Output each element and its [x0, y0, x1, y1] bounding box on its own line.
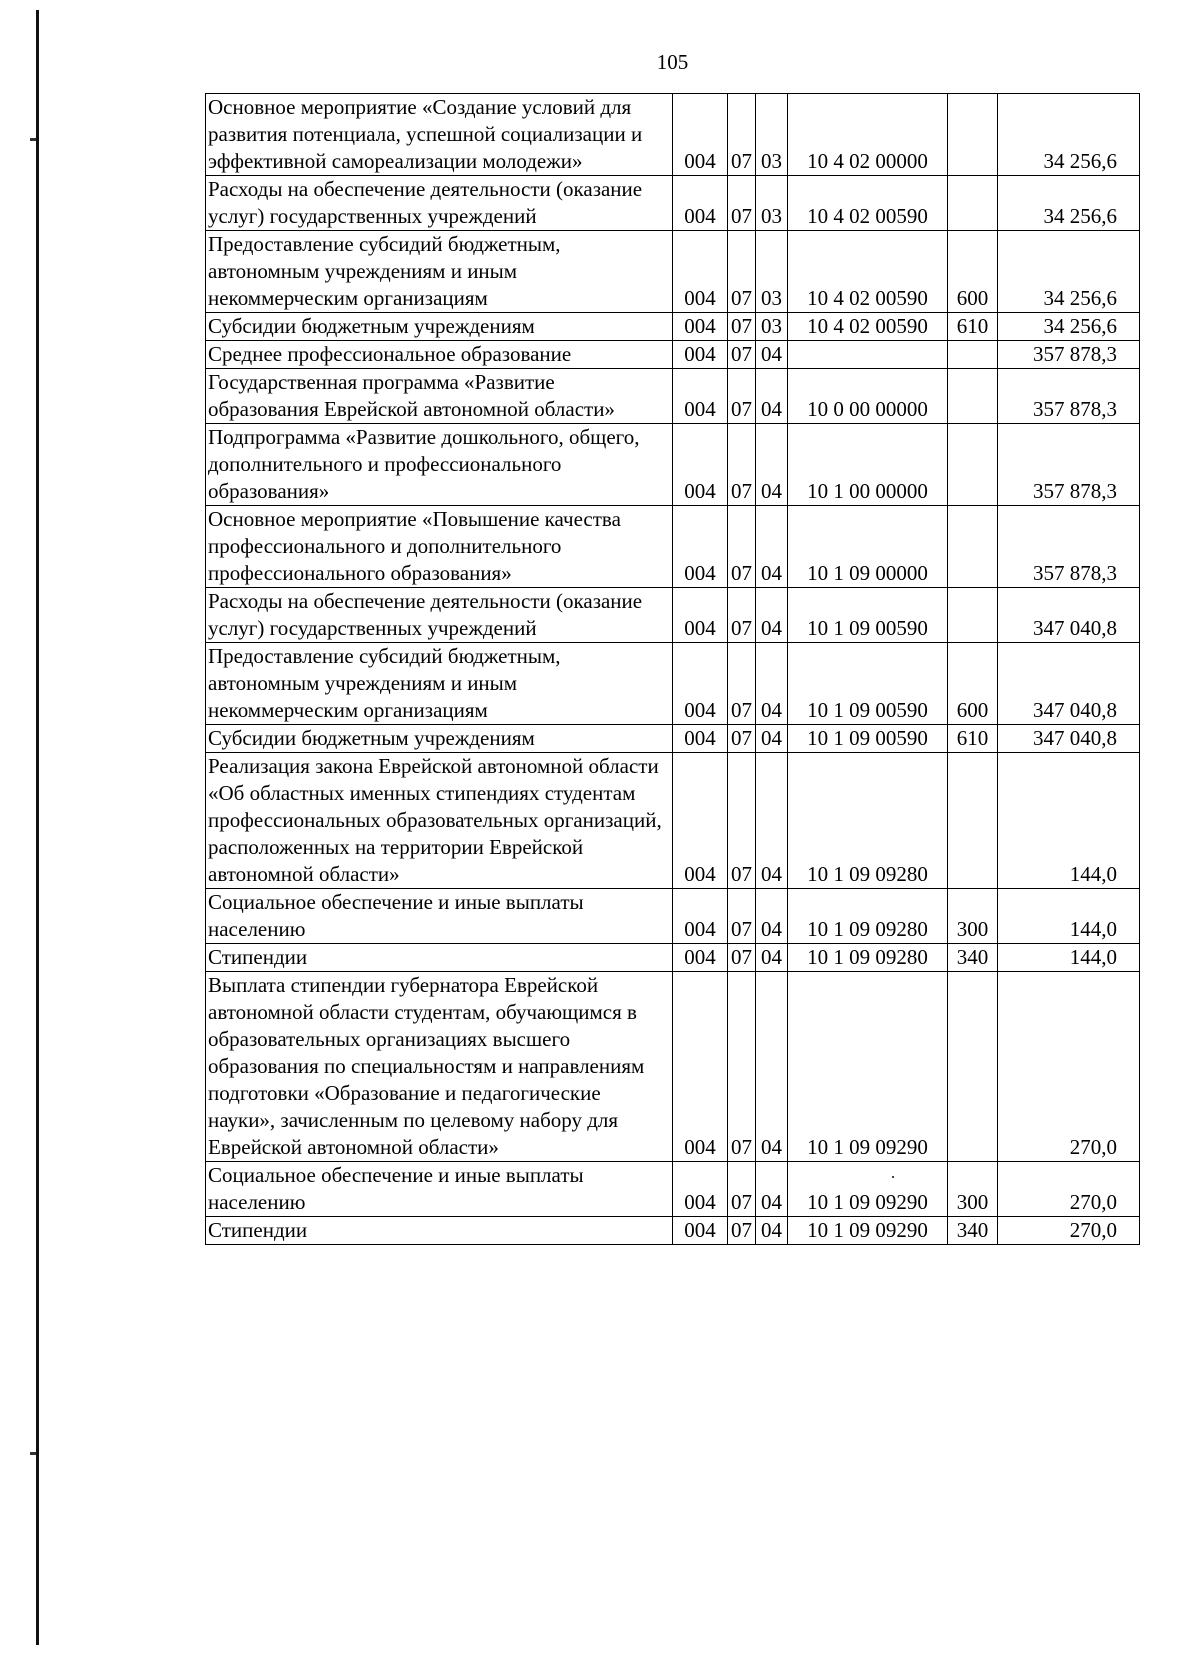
- expense-type-cell: [948, 753, 998, 889]
- amount-cell: 270,0: [998, 1217, 1140, 1245]
- scan-artifact-mark: [30, 138, 36, 141]
- table-row: [206, 94, 1140, 176]
- amount-cell: 144,0: [998, 944, 1140, 972]
- amount-cell: 347 040,8: [998, 643, 1140, 725]
- grbs-code-cell: 004: [673, 424, 728, 506]
- target-article-cell: 10 0 00 00000: [788, 369, 948, 424]
- table-row: [206, 972, 1140, 1162]
- section-code-cell: 07: [728, 1217, 756, 1245]
- amount-cell: 357 878,3: [998, 341, 1140, 369]
- subsection-code-cell: 04: [756, 725, 788, 753]
- expense-name-cell: Стипендии: [206, 1217, 673, 1245]
- target-article-cell: 10 1 09 09280: [788, 889, 948, 944]
- target-article-cell: 10 1 09 00590: [788, 643, 948, 725]
- section-code-cell: 07: [728, 944, 756, 972]
- scan-edge-line: [36, 10, 39, 1645]
- target-article-cell: 10 1 09 00000: [788, 506, 948, 588]
- expense-type-cell: [948, 369, 998, 424]
- section-code-cell: 07: [728, 341, 756, 369]
- table-row: [206, 176, 1140, 231]
- expense-name-cell: Основное мероприятие «Повышение качества профессионального и дополнительного профессионального образования»: [206, 506, 673, 588]
- expense-type-cell: [948, 176, 998, 231]
- amount-cell: 34 256,6: [998, 94, 1140, 176]
- table-row: [206, 424, 1140, 506]
- page-number: 105: [656, 50, 689, 74]
- target-article-cell: 10 1 09 00590: [788, 725, 948, 753]
- target-article-cell: 10 1 09 09290: [788, 1162, 948, 1217]
- expense-name-cell: Расходы на обеспечение деятельности (оказание услуг) государственных учреждений: [206, 176, 673, 231]
- grbs-code-cell: 004: [673, 972, 728, 1162]
- expense-name-cell: Стипендии: [206, 944, 673, 972]
- grbs-code-cell: 004: [673, 506, 728, 588]
- expense-name-cell: Социальное обеспечение и иные выплаты населению: [206, 889, 673, 944]
- target-article-cell: 10 4 02 00590: [788, 231, 948, 313]
- table-row: [206, 889, 1140, 944]
- target-article-cell: 10 1 09 09290: [788, 972, 948, 1162]
- grbs-code-cell: 004: [673, 588, 728, 643]
- amount-cell: 34 256,6: [998, 176, 1140, 231]
- amount-cell: 270,0: [998, 972, 1140, 1162]
- grbs-code-cell: 004: [673, 753, 728, 889]
- amount-cell: 347 040,8: [998, 588, 1140, 643]
- subsection-code-cell: 04: [756, 1162, 788, 1217]
- budget-table: [205, 93, 1140, 1245]
- section-code-cell: 07: [728, 506, 756, 588]
- section-code-cell: 07: [728, 753, 756, 889]
- table-row: [206, 313, 1140, 341]
- amount-cell: 144,0: [998, 889, 1140, 944]
- amount-cell: 34 256,6: [998, 313, 1140, 341]
- grbs-code-cell: 004: [673, 341, 728, 369]
- target-article-cell: 10 1 09 09280: [788, 944, 948, 972]
- target-article-cell: 10 4 02 00590: [788, 176, 948, 231]
- budget-table-body: [206, 94, 1140, 1245]
- table-row: [206, 588, 1140, 643]
- table-row: [206, 231, 1140, 313]
- target-article-cell: 10 4 02 00590: [788, 313, 948, 341]
- table-row: [206, 341, 1140, 369]
- section-code-cell: 07: [728, 94, 756, 176]
- section-code-cell: 07: [728, 588, 756, 643]
- grbs-code-cell: 004: [673, 369, 728, 424]
- subsection-code-cell: 03: [756, 231, 788, 313]
- expense-name-cell: Выплата стипендии губернатора Еврейской автономной области студентам, обучающимся в образовательных организациях высшего образования по специальностям и направлениям подготовки «Образование и педагогические науки», зачисленным по целевому набору для Еврейской автономной области»: [206, 972, 673, 1162]
- table-row: [206, 753, 1140, 889]
- target-article-cell: [788, 341, 948, 369]
- expense-name-cell: Предоставление субсидий бюджетным, автономным учреждениям и иным некоммерческим организациям: [206, 231, 673, 313]
- table-row: [206, 725, 1140, 753]
- expense-type-cell: 300: [948, 889, 998, 944]
- expense-type-cell: 600: [948, 231, 998, 313]
- subsection-code-cell: 04: [756, 588, 788, 643]
- subsection-code-cell: 04: [756, 1217, 788, 1245]
- table-row: [206, 369, 1140, 424]
- section-code-cell: 07: [728, 972, 756, 1162]
- expense-type-cell: 300: [948, 1162, 998, 1217]
- expense-type-cell: 610: [948, 725, 998, 753]
- subsection-code-cell: 04: [756, 643, 788, 725]
- amount-cell: 270,0: [998, 1162, 1140, 1217]
- expense-name-cell: Государственная программа «Развитие образования Еврейской автономной области»: [206, 369, 673, 424]
- subsection-code-cell: 04: [756, 972, 788, 1162]
- section-code-cell: 07: [728, 176, 756, 231]
- expense-name-cell: Подпрограмма «Развитие дошкольного, общего, дополнительного и профессионального образования»: [206, 424, 673, 506]
- expense-name-cell: Реализация закона Еврейской автономной области «Об областных именных стипендиях студентам профессиональных образовательных организаций, расположенных на территории Еврейской автономной области»: [206, 753, 673, 889]
- section-code-cell: 07: [728, 725, 756, 753]
- target-article-cell: 10 4 02 00000: [788, 94, 948, 176]
- subsection-code-cell: 04: [756, 506, 788, 588]
- grbs-code-cell: 004: [673, 176, 728, 231]
- section-code-cell: 07: [728, 424, 756, 506]
- section-code-cell: 07: [728, 643, 756, 725]
- expense-type-cell: [948, 506, 998, 588]
- expense-type-cell: [948, 341, 998, 369]
- expense-type-cell: 600: [948, 643, 998, 725]
- grbs-code-cell: 004: [673, 231, 728, 313]
- expense-name-cell: Субсидии бюджетным учреждениям: [206, 725, 673, 753]
- expense-name-cell: Расходы на обеспечение деятельности (оказание услуг) государственных учреждений: [206, 588, 673, 643]
- subsection-code-cell: 03: [756, 176, 788, 231]
- subsection-code-cell: 04: [756, 424, 788, 506]
- target-article-cell: 10 1 09 09290: [788, 1217, 948, 1245]
- grbs-code-cell: 004: [673, 889, 728, 944]
- table-row: [206, 1162, 1140, 1217]
- grbs-code-cell: 004: [673, 944, 728, 972]
- expense-name-cell: Среднее профессиональное образование: [206, 341, 673, 369]
- expense-type-cell: 340: [948, 1217, 998, 1245]
- subsection-code-cell: 03: [756, 94, 788, 176]
- expense-type-cell: [948, 972, 998, 1162]
- target-article-cell: 10 1 00 00000: [788, 424, 948, 506]
- expense-name-cell: Основное мероприятие «Создание условий для развития потенциала, успешной социализации и эффективной самореализации молодежи»: [206, 94, 673, 176]
- subsection-code-cell: 04: [756, 753, 788, 889]
- section-code-cell: 07: [728, 1162, 756, 1217]
- expense-name-cell: Субсидии бюджетным учреждениям: [206, 313, 673, 341]
- expense-name-cell: Предоставление субсидий бюджетным, автономным учреждениям и иным некоммерческим организациям: [206, 643, 673, 725]
- section-code-cell: 07: [728, 889, 756, 944]
- amount-cell: 357 878,3: [998, 369, 1140, 424]
- table-row: [206, 944, 1140, 972]
- table-row: [206, 506, 1140, 588]
- table-row: [206, 1217, 1140, 1245]
- amount-cell: 357 878,3: [998, 424, 1140, 506]
- scan-speck: [892, 1176, 894, 1178]
- section-code-cell: 07: [728, 369, 756, 424]
- grbs-code-cell: 004: [673, 1217, 728, 1245]
- target-article-cell: 10 1 09 09280: [788, 753, 948, 889]
- grbs-code-cell: 004: [673, 1162, 728, 1217]
- expense-type-cell: 340: [948, 944, 998, 972]
- expense-type-cell: 610: [948, 313, 998, 341]
- amount-cell: 357 878,3: [998, 506, 1140, 588]
- expense-type-cell: [948, 588, 998, 643]
- amount-cell: 34 256,6: [998, 231, 1140, 313]
- table-row: [206, 643, 1140, 725]
- scan-artifact-mark: [30, 1452, 36, 1455]
- amount-cell: 144,0: [998, 753, 1140, 889]
- subsection-code-cell: 04: [756, 944, 788, 972]
- expense-type-cell: [948, 424, 998, 506]
- grbs-code-cell: 004: [673, 643, 728, 725]
- section-code-cell: 07: [728, 231, 756, 313]
- expense-type-cell: [948, 94, 998, 176]
- subsection-code-cell: 04: [756, 369, 788, 424]
- subsection-code-cell: 04: [756, 889, 788, 944]
- section-code-cell: 07: [728, 313, 756, 341]
- grbs-code-cell: 004: [673, 725, 728, 753]
- grbs-code-cell: 004: [673, 313, 728, 341]
- amount-cell: 347 040,8: [998, 725, 1140, 753]
- subsection-code-cell: 03: [756, 313, 788, 341]
- target-article-cell: 10 1 09 00590: [788, 588, 948, 643]
- subsection-code-cell: 04: [756, 341, 788, 369]
- expense-name-cell: Социальное обеспечение и иные выплаты населению: [206, 1162, 673, 1217]
- grbs-code-cell: 004: [673, 94, 728, 176]
